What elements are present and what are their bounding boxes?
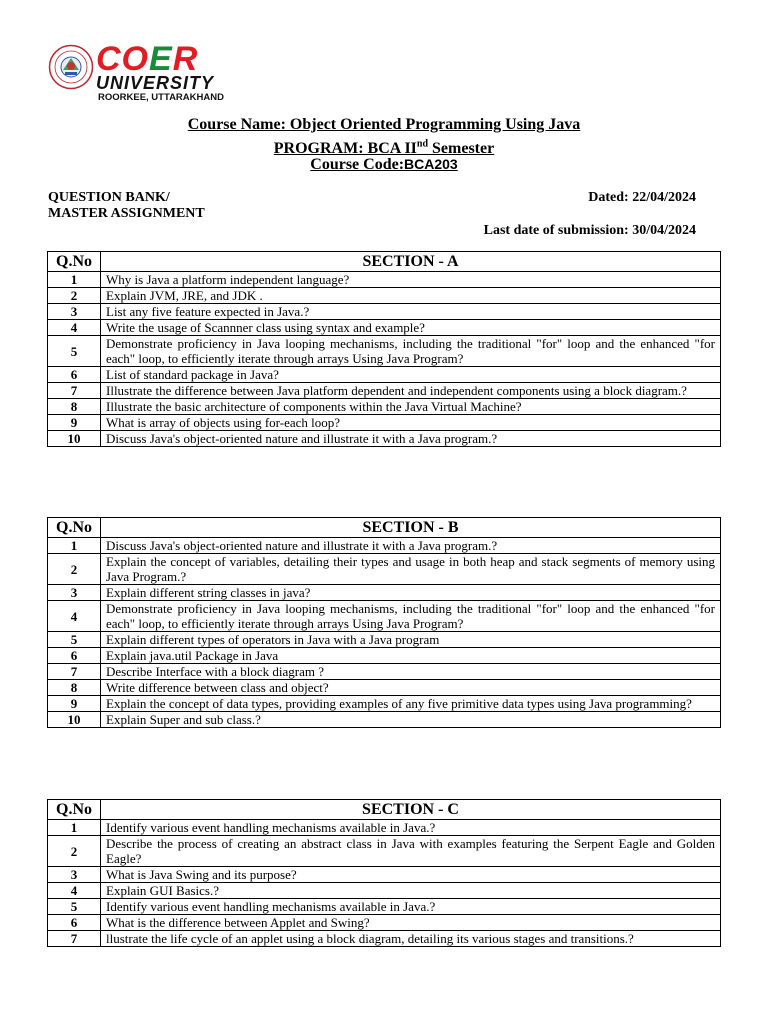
question-number: 6 [48, 367, 101, 383]
question-text: What is the difference between Applet and Swing? [101, 915, 721, 931]
question-row [48, 915, 721, 931]
section-a-table [47, 251, 721, 447]
question-text: Explain Super and sub class.? [101, 712, 721, 728]
question-text: Demonstrate proficiency in Java looping mechanisms, including the traditional "for" loop and the enhanced "for each" loop, to efficiently iterate through arrays Using Java Program? [101, 336, 721, 367]
question-row [48, 883, 721, 899]
logo-university-text: UNIVERSITY [96, 73, 215, 93]
program-line: PROGRAM: BCA IInd Semester [273, 139, 495, 158]
question-number: 2 [48, 554, 101, 585]
question-row [48, 367, 721, 383]
question-number: 8 [48, 399, 101, 415]
question-text: List any five feature expected in Java.? [101, 304, 721, 320]
question-row [48, 288, 721, 304]
question-number: 7 [48, 664, 101, 680]
question-number: 10 [48, 431, 101, 447]
question-row [48, 320, 721, 336]
question-row [48, 399, 721, 415]
qno-header: Q.No [48, 252, 101, 272]
question-text: What is Java Swing and its purpose? [101, 867, 721, 883]
section-header-row [48, 800, 721, 820]
section-title: SECTION - A [101, 252, 721, 272]
question-number: 4 [48, 320, 101, 336]
question-row [48, 696, 721, 712]
section-title: SECTION - C [101, 800, 721, 820]
question-row [48, 680, 721, 696]
question-number: 7 [48, 931, 101, 947]
question-text: Discuss Java's object-oriented nature and illustrate it with a Java program.? [101, 431, 721, 447]
question-text: Describe the process of creating an abstract class in Java with examples featuring the Serpent Eagle and Golden Eagle? [101, 836, 721, 867]
question-number: 5 [48, 632, 101, 648]
question-number: 5 [48, 336, 101, 367]
question-text: Explain different string classes in java? [101, 585, 721, 601]
question-number: 7 [48, 383, 101, 399]
question-number: 6 [48, 648, 101, 664]
university-seal-icon [48, 44, 94, 90]
question-number: 8 [48, 680, 101, 696]
question-number: 5 [48, 899, 101, 915]
question-text: Explain GUI Basics.? [101, 883, 721, 899]
question-number: 9 [48, 415, 101, 431]
question-text: Why is Java a platform independent language? [101, 272, 721, 288]
question-text: Explain JVM, JRE, and JDK . [101, 288, 721, 304]
question-number: 3 [48, 867, 101, 883]
dated-label: Dated: 22/04/2024 [588, 190, 696, 205]
question-row [48, 304, 721, 320]
question-text: Explain the concept of variables, detailing their types and usage in both heap and stack segments of memory using Java Program.? [101, 554, 721, 585]
question-number: 10 [48, 712, 101, 728]
question-text: Describe Interface with a block diagram ? [101, 664, 721, 680]
question-row [48, 554, 721, 585]
question-bank-label: QUESTION BANK/ [48, 190, 170, 205]
question-number: 2 [48, 836, 101, 867]
question-number: 2 [48, 288, 101, 304]
question-number: 9 [48, 696, 101, 712]
section-header-row [48, 252, 721, 272]
course-code-line: Course Code:BCA203 [310, 156, 458, 173]
qno-header: Q.No [48, 518, 101, 538]
question-row [48, 336, 721, 367]
section-title: SECTION - B [101, 518, 721, 538]
course-name: Course Name: Object Oriented Programming Using Java [187, 116, 581, 133]
question-row [48, 712, 721, 728]
question-number: 1 [48, 538, 101, 554]
question-number: 4 [48, 883, 101, 899]
question-number: 4 [48, 601, 101, 632]
question-row [48, 431, 721, 447]
question-number: 1 [48, 820, 101, 836]
university-logo [48, 42, 238, 102]
question-text: Explain different types of operators in Java with a Java program [101, 632, 721, 648]
question-row [48, 648, 721, 664]
question-text: Write difference between class and object? [101, 680, 721, 696]
question-text: Illustrate the difference between Java platform dependent and independent components using a block diagram.? [101, 383, 721, 399]
logo-location: ROORKEE, UTTARAKHAND [98, 92, 224, 103]
question-row [48, 272, 721, 288]
question-text: List of standard package in Java? [101, 367, 721, 383]
question-text: Write the usage of Scannner class using syntax and example? [101, 320, 721, 336]
question-row [48, 585, 721, 601]
question-text: Explain java.util Package in Java [101, 648, 721, 664]
question-number: 6 [48, 915, 101, 931]
question-row [48, 415, 721, 431]
question-row [48, 538, 721, 554]
qno-header: Q.No [48, 800, 101, 820]
question-row [48, 820, 721, 836]
question-row [48, 931, 721, 947]
question-row [48, 383, 721, 399]
question-text: Explain the concept of data types, providing examples of any five primitive data types using Java programming? [101, 696, 721, 712]
section-c-table [47, 799, 721, 947]
question-row [48, 836, 721, 867]
question-number: 1 [48, 272, 101, 288]
question-text: Demonstrate proficiency in Java looping mechanisms, including the traditional "for" loop and the enhanced "for each" loop, to efficiently iterate through arrays Using Java Program? [101, 601, 721, 632]
logo-wordmark: COER [96, 40, 199, 78]
question-row [48, 664, 721, 680]
last-date-label: Last date of submission: 30/04/2024 [483, 223, 696, 238]
question-text: llustrate the life cycle of an applet using a block diagram, detailing its various stages and transitions.? [101, 931, 721, 947]
question-text: Illustrate the basic architecture of components within the Java Virtual Machine? [101, 399, 721, 415]
question-text: Identify various event handling mechanisms available in Java.? [101, 899, 721, 915]
question-number: 3 [48, 585, 101, 601]
question-row [48, 632, 721, 648]
master-assignment-label: MASTER ASSIGNMENT [48, 206, 205, 221]
section-b-table [47, 517, 721, 728]
question-number: 3 [48, 304, 101, 320]
question-row [48, 899, 721, 915]
question-text: Identify various event handling mechanisms available in Java.? [101, 820, 721, 836]
question-text: What is array of objects using for-each loop? [101, 415, 721, 431]
question-text: Discuss Java's object-oriented nature and illustrate it with a Java program.? [101, 538, 721, 554]
question-row [48, 601, 721, 632]
section-header-row [48, 518, 721, 538]
question-row [48, 867, 721, 883]
